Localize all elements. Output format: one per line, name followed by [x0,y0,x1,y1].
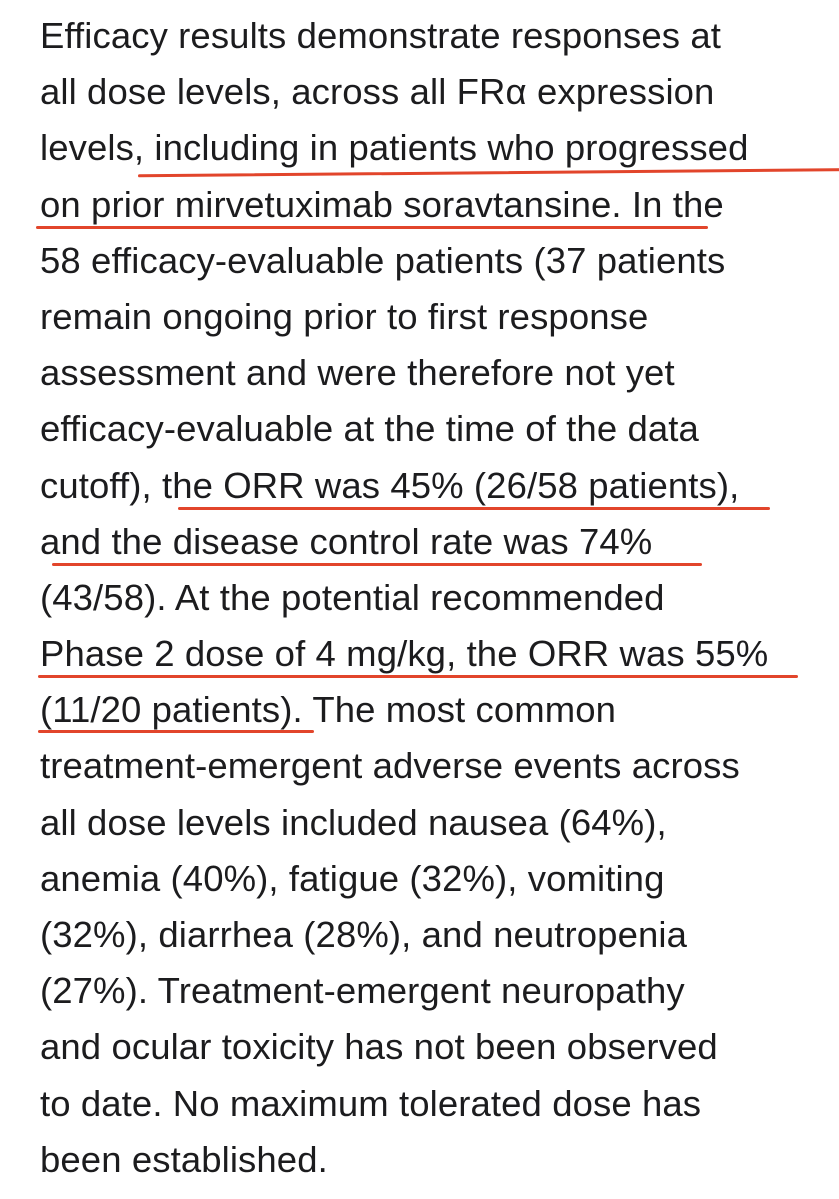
text-segment: cutoff), [40,464,162,506]
text-line [40,626,820,682]
text-segment: (43/58). At the potential recommended [40,576,665,618]
text-segment: efficacy-evaluable at the time of the data [40,408,699,450]
text-line [40,907,820,963]
text-segment: (27%). Treatment-emergent neuropathy [40,970,685,1012]
text-line [40,514,820,570]
highlighted-segment: (11/20 patients) [40,689,293,731]
text-line [40,738,820,794]
highlighted-segment: including in patients who progressed [144,127,749,169]
text-segment: treatment-emergent adverse events across [40,745,740,787]
text-line [40,289,820,345]
text-segment: anemia (40%), fatigue (32%), vomiting [40,857,665,899]
red-underline-mark [36,226,708,229]
text-line [40,177,820,233]
highlighted-segment: the ORR was 45% (26/58 patients) [161,464,730,506]
text-line [40,570,820,626]
red-underline-mark [178,507,770,510]
text-segment: been established. [40,1138,328,1180]
text-line [40,1132,820,1188]
red-underline-mark [38,730,314,733]
text-segment: 58 efficacy-evaluable patients (37 patients [40,239,726,281]
text-line [40,233,820,289]
red-underline-mark [38,675,798,678]
text-line [40,795,820,851]
text-line [40,682,820,738]
text-segment: all dose levels, across all FRα expression [40,71,715,113]
text-line [40,120,820,176]
red-underline-mark [52,563,702,566]
text-line [40,963,820,1019]
highlighted-segment: Phase 2 dose of 4 mg/kg, the ORR was 55% [40,633,769,675]
article-paragraph [40,8,820,1188]
text-line [40,401,820,457]
highlighted-segment: on prior mirvetuximab soravtansine. [40,183,622,225]
text-segment: In the [621,183,724,225]
text-segment: , [729,464,740,506]
text-line [40,1076,820,1132]
text-segment: and ocular toxicity has not been observed [40,1026,718,1068]
text-segment: Efficacy results demonstrate responses at [40,15,722,56]
text-line [40,64,820,120]
text-segment: all dose levels included nausea (64%), [40,801,667,843]
text-line [40,8,820,64]
text-segment: assessment and were therefore not yet [40,352,675,394]
text-segment: levels, [40,127,145,169]
text-segment: . The most common [292,689,617,731]
text-line [40,345,820,401]
text-segment: to date. No maximum tolerated dose has [40,1082,702,1124]
text-line [40,1019,820,1075]
text-segment: remain ongoing prior to first response [40,295,649,337]
text-segment: (32%), diarrhea (28%), and neutropenia [40,914,687,955]
text-line [40,458,820,514]
text-line [40,851,820,907]
highlighted-segment: and the disease control rate was 74% [40,520,653,562]
